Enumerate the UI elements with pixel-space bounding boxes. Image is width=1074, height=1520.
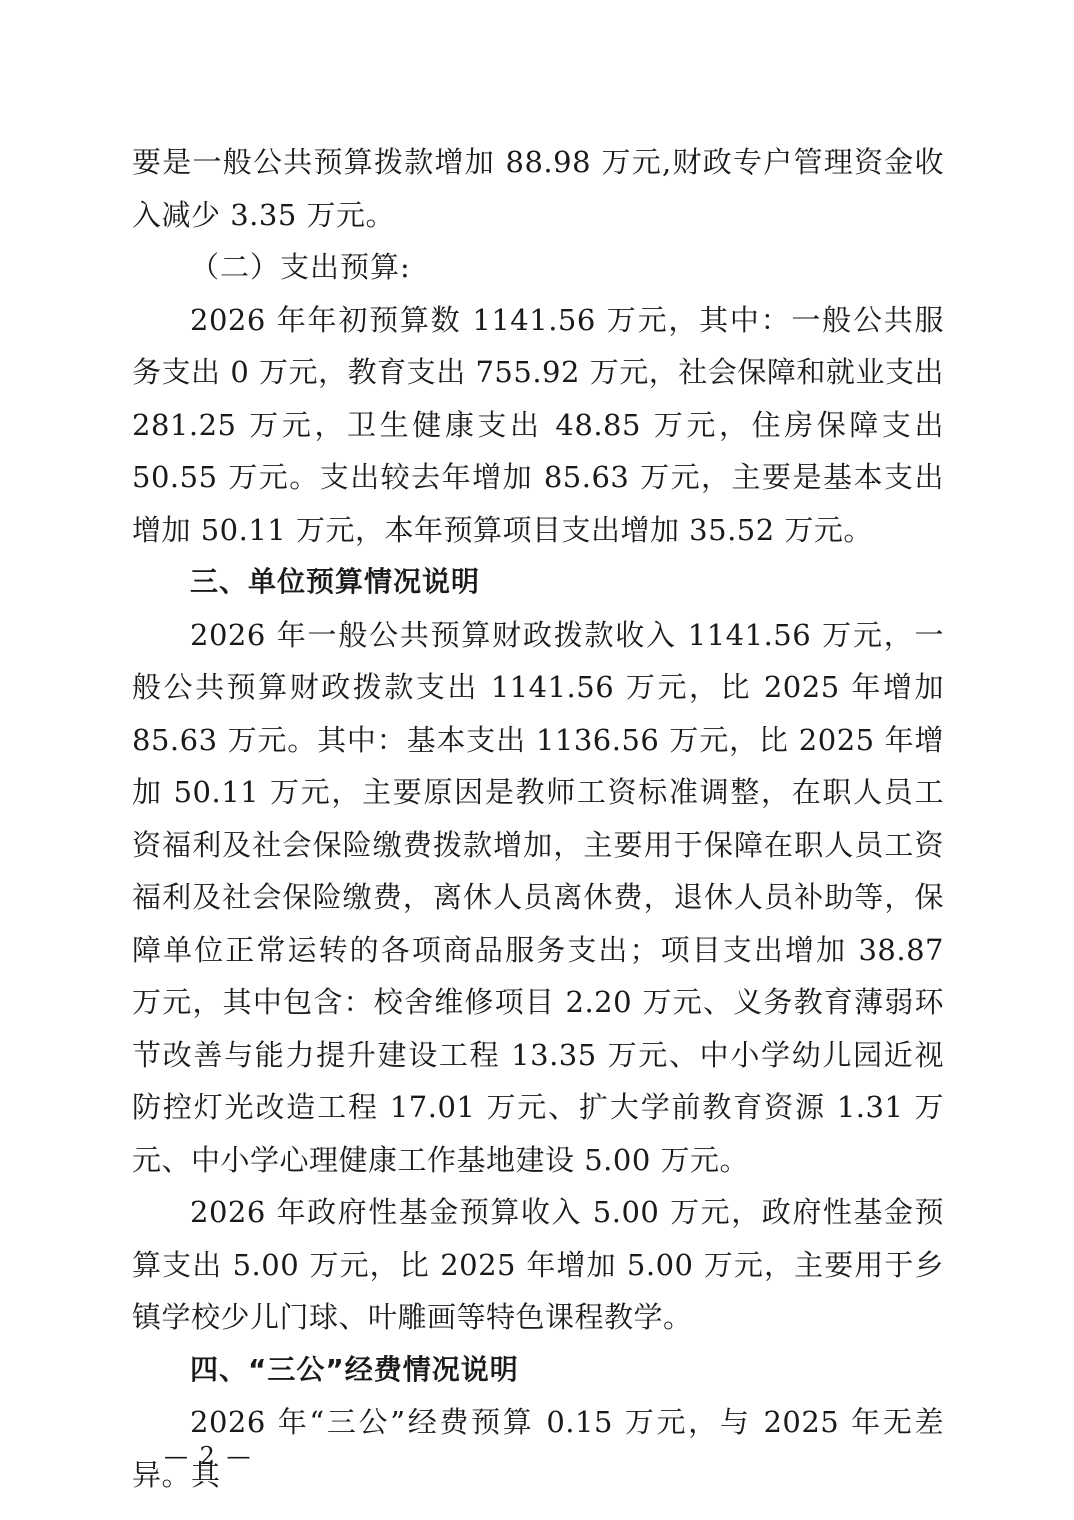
heading-three-public-expenses: 四、“三公”经费情况说明 — [190, 1352, 519, 1386]
paragraph-income-continuation: 要是一般公共预算拨款增加 88.98 万元,财政专户管理资金收入减少 3.35 万元。 — [132, 145, 944, 232]
paragraph-three-public-expenses: 2026 年“三公”经费预算 0.15 万元，与 2025 年无差异。其 — [132, 1405, 944, 1492]
page-number: — 2 — — [164, 1442, 253, 1470]
heading-unit-budget: 三、单位预算情况说明 — [190, 565, 481, 598]
paragraph-expenditure-budget: 2026 年年初预算数 1141.56 万元，其中：一般公共服务支出 0 万元，教育支出 755.92 万元，社会保障和就业支出 281.25 万元，卫生健康支出 48.85 万元，住房保障支出 50.55 万元。支出较去年增加 85.63 万元，主要是基本支出增加 50.11 万元，本年预算项目支出增加 35.52 万元。 — [132, 302, 944, 547]
paragraph-government-fund: 2026 年政府性基金预算收入 5.00 万元，政府性基金预算支出 5.00 万元，比 2025 年增加 5.00 万元，主要用于乡镇学校少儿门球、叶雕画等特色课程教学。 — [132, 1195, 944, 1334]
subheading-expenditure-budget: （二）支出预算: — [190, 250, 411, 284]
document-body — [132, 136, 944, 1501]
paragraph-unit-budget: 2026 年一般公共预算财政拨款收入 1141.56 万元，一般公共预算财政拨款支出 1141.56 万元，比 2025 年增加 85.63 万元。其中：基本支出 1136.56 万元，比 2025 年增加 50.11 万元，主要原因是教师工资标准调整，在职人员工资福利及社会保险缴费拨款增加，主要用于保障在职人员工资福利及社会保险缴费，离休人员离休费，退休人员补助等，保障单位正常运转的各项商品服务支出；项目支出增加 38.87 万元，其中包含：校舍维修项目 2.20 万元、义务教育薄弱环节改善与能力提升建设工程 13.35 万元、中小学幼儿园近视防控灯光改造工程 17.01 万元、扩大学前教育资源 1.31 万元、中小学心理健康工作基地建设 5.00 万元。 — [132, 617, 944, 1177]
